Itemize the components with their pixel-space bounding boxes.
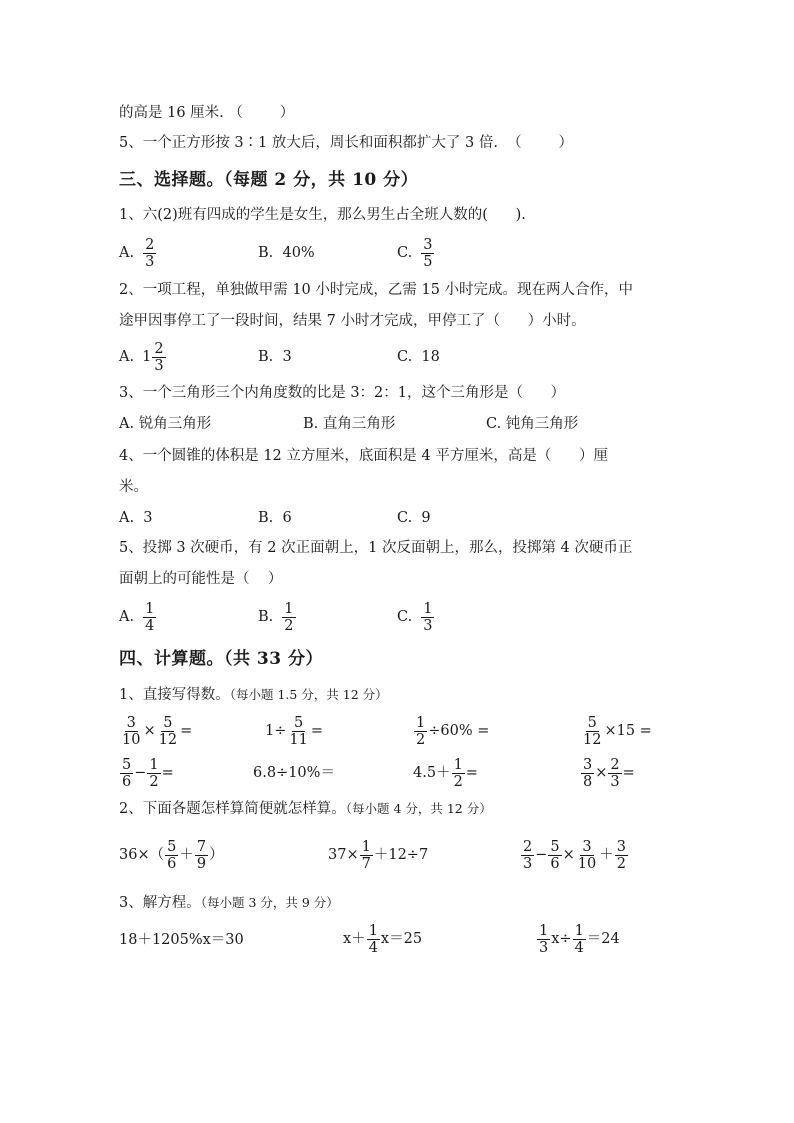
mc-question-2-line2: 途甲因事停工了一段时间，结果 7 小时才完成，甲停工了（ ）小时。: [119, 313, 586, 329]
numerator: 1: [361, 838, 371, 855]
q5-option-c: [397, 597, 435, 637]
q2-option-c: C. 18: [397, 349, 440, 365]
mc-question-5-line2: 面朝上的可能性是（ ）: [119, 571, 283, 587]
fraction: [414, 715, 427, 748]
q5-option-b: [258, 597, 297, 637]
q3-option-a: A. 锐角三角形: [119, 416, 212, 432]
numerator: 2: [154, 340, 164, 357]
expr-text: ＋12÷7: [373, 847, 429, 863]
equation-1: 18＋1205%x＝30: [119, 932, 244, 948]
denominator: 3: [145, 253, 155, 270]
true-false-question-5: 5、一个正方形按 3∶1 放大后，周长和面积都扩大了 3 倍. （ ）: [119, 135, 574, 151]
denominator: 3: [610, 773, 620, 790]
simplify-expr-3: [520, 836, 629, 874]
fraction: [548, 839, 561, 872]
numerator: 3: [126, 714, 136, 731]
denominator: 8: [583, 773, 593, 790]
part-note: （每小题 4 分，共 12 分）: [345, 801, 492, 816]
numerator: 1: [284, 600, 294, 617]
calc-part-2-title: [119, 799, 492, 819]
fraction: [147, 757, 160, 790]
fraction: [152, 341, 165, 374]
option-label: A.: [119, 245, 135, 261]
expr-text: x＋: [343, 931, 366, 947]
numerator: 1: [539, 922, 549, 939]
part-note: （每小题 3 分，共 9 分）: [200, 895, 339, 910]
section-heading-multiple-choice: 三、选择题。（每题 2 分，共 10 分）: [119, 170, 419, 190]
option-label: C.: [397, 245, 413, 261]
part-title: 3、解方程。: [119, 895, 201, 911]
part-title: 2、下面各题怎样算简便就怎样算。: [119, 801, 346, 817]
denominator: 3: [539, 939, 549, 956]
q4-option-c: C. 9: [397, 510, 431, 526]
numerator: 1: [416, 714, 426, 731]
numerator: 7: [196, 838, 207, 855]
fraction: [581, 715, 603, 748]
expr-1: [119, 712, 192, 750]
denominator: 12: [583, 731, 602, 748]
denominator: 9: [196, 855, 207, 872]
q1-option-b: B. 40%: [258, 245, 315, 261]
fraction: [120, 715, 142, 748]
denominator: 4: [368, 939, 378, 956]
simplify-expr-1: [119, 836, 224, 874]
q4-option-b: B. 6: [258, 510, 292, 526]
fraction: [360, 839, 373, 872]
denominator: 2: [453, 773, 463, 790]
q3-option-b: B. 直角三角形: [303, 416, 396, 432]
expr-8: [580, 754, 635, 792]
expr-text: ＝24: [586, 931, 620, 947]
denominator: 3: [523, 855, 533, 872]
q1-option-a: [119, 233, 157, 273]
numerator: 2: [523, 838, 533, 855]
expr-text: ÷60% =: [428, 723, 490, 739]
numerator: 1: [149, 756, 159, 773]
option-label: A.: [119, 349, 135, 365]
part-note: （每小题 1.5 分，共 12 分）: [229, 687, 388, 702]
fraction: [143, 237, 156, 270]
whole-number: 1: [142, 349, 152, 365]
expr-text: 1÷: [265, 723, 287, 739]
numerator: 5: [163, 714, 173, 731]
option-label: A.: [119, 609, 135, 625]
fraction: [143, 601, 156, 634]
numerator: 3: [423, 236, 433, 253]
operator: −: [134, 765, 147, 781]
numerator: 1: [574, 922, 584, 939]
q3-option-c: C. 钝角三角形: [486, 416, 579, 432]
numerator: 1: [453, 756, 463, 773]
equals: =: [161, 765, 174, 781]
denominator: 12: [158, 731, 178, 748]
fraction: [608, 757, 621, 790]
text-line-continuation: 的高是 16 厘米. （ ）: [119, 105, 295, 121]
fraction: [157, 715, 179, 748]
option-label: C.: [397, 609, 413, 625]
mc-question-4-line1: 4、一个圆锥的体积是 12 立方厘米，底面积是 4 平方厘米，高是（ ）厘: [119, 448, 608, 464]
simplify-expr-2: [328, 836, 428, 874]
denominator: 2: [284, 617, 294, 634]
expr-text: x÷: [551, 931, 572, 947]
denominator: 3: [154, 357, 164, 374]
fraction: [421, 601, 434, 634]
operator: ＋: [599, 847, 614, 863]
fraction: [615, 839, 628, 872]
section-heading-calculation: 四、计算题。（共 33 分）: [119, 649, 323, 669]
q4-option-a: A. 3: [119, 510, 153, 526]
fraction: [421, 237, 434, 270]
denominator: 7: [361, 855, 371, 872]
numerator: 1: [145, 600, 155, 617]
numerator: 1: [368, 922, 378, 939]
numerator: 3: [583, 756, 593, 773]
expr-6: 6.8÷10%＝: [253, 765, 335, 781]
denominator: 5: [423, 253, 433, 270]
fraction: [521, 839, 534, 872]
fraction: [581, 757, 594, 790]
numerator: 5: [167, 838, 177, 855]
denominator: 6: [122, 773, 132, 790]
fraction: [287, 715, 309, 748]
denominator: 6: [167, 855, 177, 872]
mc-question-3: 3、一个三角形三个内角度数的比是 3：2：1，这个三角形是（ ）: [119, 385, 566, 401]
fraction: [537, 923, 550, 956]
numerator: 5: [550, 838, 560, 855]
expr-7: [413, 754, 478, 792]
denominator: 2: [149, 773, 159, 790]
denominator: 3: [423, 617, 433, 634]
q1-option-c: [397, 233, 435, 273]
denominator: 2: [416, 731, 426, 748]
fraction: [165, 839, 178, 872]
q5-option-a: [119, 597, 157, 637]
part-title: 1、直接写得数。: [119, 687, 230, 703]
numerator: 2: [145, 236, 155, 253]
expr-text: ×15 =: [604, 723, 652, 739]
expr-4: [580, 712, 652, 750]
equation-3: [536, 920, 620, 958]
operator: ×: [595, 765, 608, 781]
fraction: [282, 601, 295, 634]
q2-option-b: B. 3: [258, 349, 292, 365]
operator: −: [535, 847, 548, 863]
q2-option-a: [119, 337, 167, 377]
mc-question-4-line2: 米。: [119, 479, 148, 495]
expr-5: [119, 754, 174, 792]
operator: ×: [143, 723, 156, 739]
fraction: [367, 923, 380, 956]
equals: =: [465, 765, 478, 781]
fraction: [576, 839, 598, 872]
expr-text: 37×: [328, 847, 359, 863]
numerator: 5: [587, 714, 597, 731]
option-label: B.: [258, 609, 274, 625]
expr-text: 4.5＋: [413, 765, 451, 781]
expr-text: 36×（: [119, 847, 165, 863]
fraction: [452, 757, 465, 790]
denominator: 10: [577, 855, 597, 872]
calc-part-1-title: [119, 685, 388, 705]
numerator: 3: [582, 838, 592, 855]
numerator: 5: [293, 714, 304, 731]
equals: =: [310, 723, 323, 739]
equals: =: [622, 765, 635, 781]
mc-question-1: 1、六(2)班有四成的学生是女生，那么男生占全班人数的( ).: [119, 207, 526, 223]
denominator: 4: [145, 617, 155, 634]
expr-text: x＝25: [380, 931, 423, 947]
calc-part-3-title: [119, 893, 339, 913]
fraction: [120, 757, 133, 790]
fraction: [195, 839, 208, 872]
mc-question-5-line1: 5、投掷 3 次硬币，有 2 次正面朝上，1 次反面朝上，那么，投掷第 4 次硬币正: [119, 540, 633, 556]
expr-2: [265, 712, 323, 750]
numerator: 3: [616, 838, 626, 855]
denominator: 4: [574, 939, 584, 956]
expr-text: ）: [209, 847, 224, 863]
mc-question-2-line1: 2、一项工程，单独做甲需 10 小时完成，乙需 15 小时完成。现在两人合作，中: [119, 282, 634, 298]
denominator: 11: [289, 731, 308, 748]
operator: ＋: [179, 847, 194, 863]
numerator: 2: [610, 756, 620, 773]
denominator: 6: [550, 855, 560, 872]
numerator: 1: [423, 600, 433, 617]
equation-2: [343, 920, 422, 958]
denominator: 2: [616, 855, 626, 872]
fraction: [573, 923, 586, 956]
numerator: 5: [122, 756, 132, 773]
denominator: 10: [122, 731, 141, 748]
expr-3: [413, 712, 489, 750]
equals: =: [180, 723, 193, 739]
operator: ×: [562, 847, 575, 863]
